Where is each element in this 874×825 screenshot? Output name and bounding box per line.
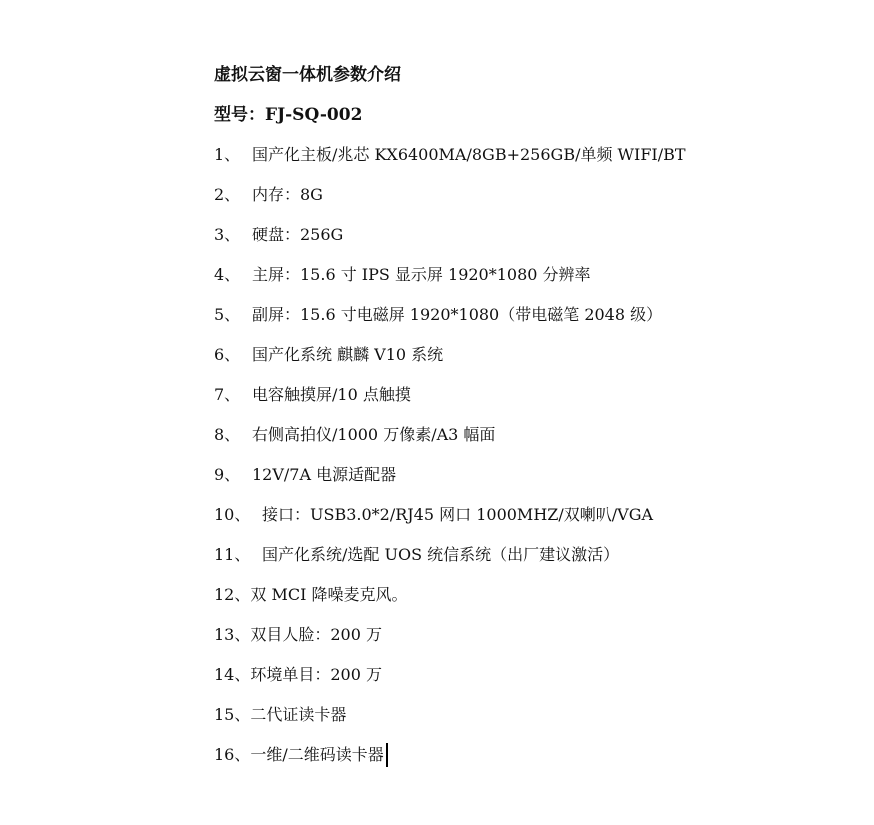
spec-item-number: 5、: [214, 305, 241, 324]
spec-item: [214, 702, 854, 728]
spec-item-text: 硬盘：256G: [252, 225, 344, 244]
spec-item: [214, 662, 854, 688]
spec-item-number: 11、: [214, 545, 251, 564]
spec-item-number: 16、: [214, 745, 251, 764]
spec-item: [214, 422, 854, 448]
spec-item-text: 双 MCI 降噪麦克风。: [250, 585, 408, 604]
spec-item-number: 6、: [214, 345, 241, 364]
spec-item-text: 一维/二维码读卡器: [250, 745, 384, 764]
spec-item: [214, 222, 854, 248]
spec-item-number: 12、: [214, 585, 251, 604]
spec-item-text: 右侧高拍仪/1000 万像素/A3 幅面: [252, 425, 496, 444]
spec-item-text: 国产化系统 麒麟 V10 系统: [252, 345, 444, 364]
spec-item: [214, 262, 854, 288]
spec-item-text: 电容触摸屏/10 点触摸: [252, 385, 411, 404]
spec-item: [214, 502, 854, 528]
spec-item-text: 环境单目：200 万: [250, 665, 383, 684]
spec-item: [214, 622, 854, 648]
spec-item-text: 接口：USB3.0*2/RJ45 网口 1000MHZ/双喇叭/VGA: [262, 505, 654, 524]
spec-item-number: 13、: [214, 625, 251, 644]
document-body[interactable]: [214, 62, 854, 782]
spec-item: [214, 342, 854, 368]
spec-item-number: 4、: [214, 265, 241, 284]
spec-item-number: 9、: [214, 465, 241, 484]
model-number: 型号：FJ-SQ-002: [214, 105, 363, 125]
spec-item: [214, 542, 854, 568]
spec-item: [214, 142, 854, 168]
spec-item-number: 2、: [214, 185, 241, 204]
spec-item-number: 8、: [214, 425, 241, 444]
spec-item-text: 内存：8G: [252, 185, 323, 204]
spec-item-number: 14、: [214, 665, 251, 684]
spec-item-text: 国产化系统/选配 UOS 统信系统（出厂建议激活）: [262, 545, 620, 564]
spec-item-text: 国产化主板/兆芯 KX6400MA/8GB+256GB/单频 WIFI/BT: [252, 145, 686, 164]
spec-item-text: 二代证读卡器: [250, 705, 347, 724]
spec-item-text: 副屏：15.6 寸电磁屏 1920*1080（带电磁笔 2048 级）: [252, 305, 663, 324]
spec-item-number: 10、: [214, 505, 251, 524]
spec-item: [214, 182, 854, 208]
document-title: 虚拟云窗一体机参数介绍: [214, 65, 401, 85]
spec-item-text: 主屏：15.6 寸 IPS 显示屏 1920*1080 分辨率: [252, 265, 591, 284]
spec-list: [214, 142, 854, 768]
spec-item-number: 7、: [214, 385, 241, 404]
spec-item: [214, 382, 854, 408]
text-cursor: [386, 743, 388, 767]
spec-item-number: 15、: [214, 705, 251, 724]
spec-item-number: 1、: [214, 145, 241, 164]
spec-item: [214, 582, 854, 608]
spec-item-text: 双目人脸：200 万: [250, 625, 383, 644]
spec-item-number: 3、: [214, 225, 241, 244]
spec-item: [214, 462, 854, 488]
spec-item-text: 12V/7A 电源适配器: [252, 465, 397, 484]
spec-item: [214, 302, 854, 328]
spec-item: [214, 742, 854, 768]
